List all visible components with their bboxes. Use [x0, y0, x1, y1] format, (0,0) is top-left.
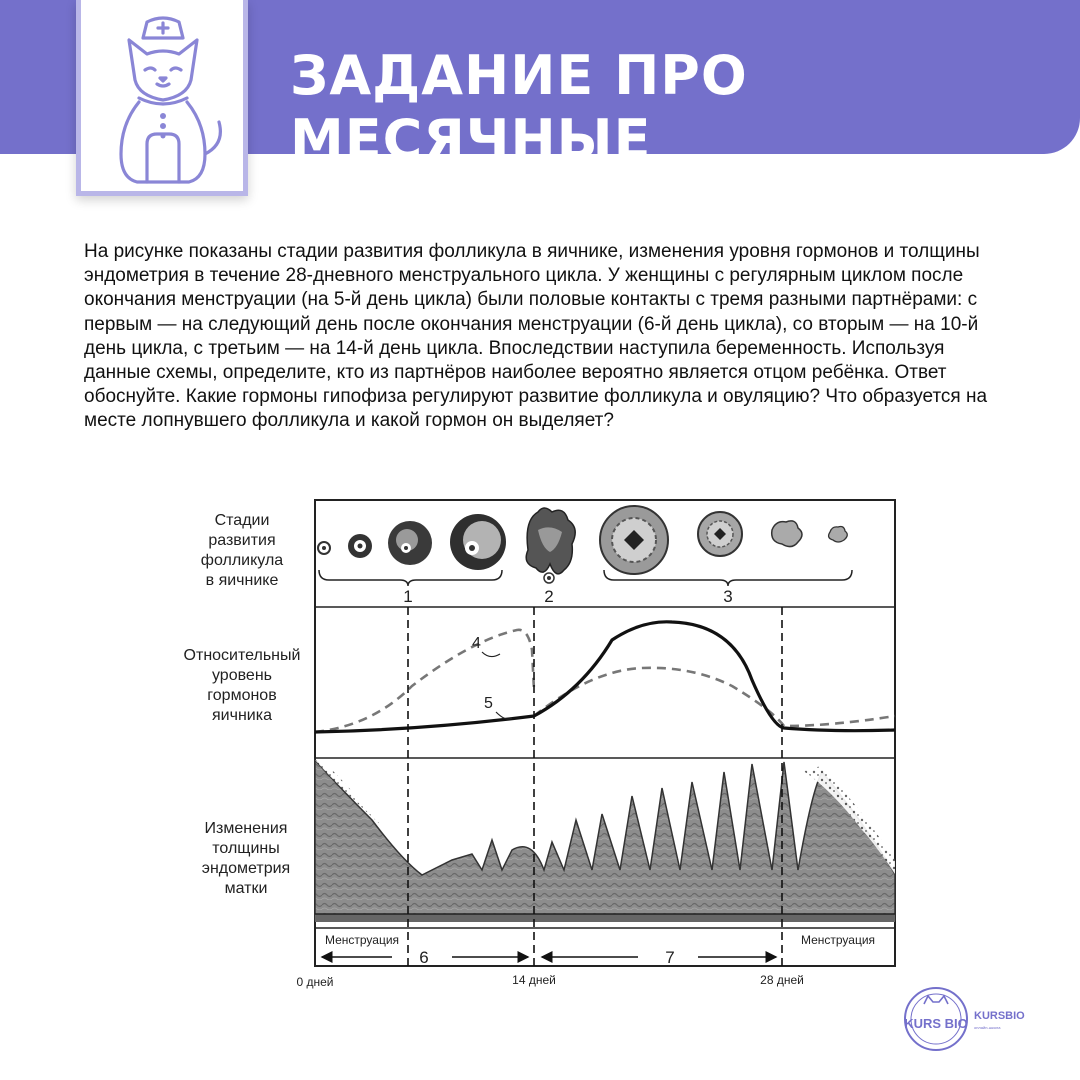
day-label-28: 28 дней [760, 973, 804, 987]
row2-label-line1: Относительный [183, 647, 301, 664]
stage-label-1: 1 [403, 587, 413, 606]
row3-label-line2: толщины [212, 840, 280, 857]
logo-badge-text: KURS BIO [904, 1016, 968, 1031]
menstruation-label-left: Менструация [324, 933, 400, 947]
brand-subtitle: онлайн-школа [974, 1025, 1001, 1030]
endometrium-profile [315, 760, 895, 922]
menstruation-label-right: Менструация [800, 933, 876, 947]
row3-label-line1: Изменения [204, 820, 288, 837]
stage-label-3: 3 [723, 587, 733, 606]
cat-nurse-icon [87, 4, 239, 188]
corpus-albicans-small-icon [829, 527, 848, 543]
progesterone-curve [315, 622, 895, 732]
day-label-0: 0 дней [296, 975, 334, 989]
phase-label-6: 6 [419, 948, 429, 967]
page-title: ЗАДАНИЕ ПРО МЕСЯЧНЫЕ [290, 44, 748, 171]
row2-label-line3: гормонов [207, 687, 277, 704]
follicle-stages [318, 506, 847, 583]
estrogen-curve-second [534, 668, 895, 726]
row1-label-line2: развития [208, 532, 276, 549]
logo-card [76, 0, 248, 196]
phase-label-7: 7 [665, 948, 675, 967]
curve-label-4: 4 [472, 635, 481, 652]
row1-label-line3: фолликула [200, 552, 284, 569]
curve-label-5: 5 [484, 695, 493, 712]
row3-label-line3: эндометрия [201, 860, 291, 877]
day-label-14: 14 дней [512, 973, 556, 987]
row1-label-line4: в яичнике [205, 572, 279, 589]
corpus-albicans-large-icon [772, 521, 802, 547]
brand-name: KURSBIO [974, 1010, 1025, 1022]
task-text: На рисунке показаны стадии развития фолликула в яичнике, изменения уровня гормонов и толщины эндометрия в течение 28-дневного менструального цикла. У женщины с регулярным циклом после окончания менструации (на 5-й день цикла) были половые контакты с тремя разными партнёрами: с первым — на следующий день после окончания менструации (6-й день цикла), со вторым — на 10-й день цикла, с третьим — на 14-й день цикла. Впоследствии наступила беременность. Используя данные схемы, определите, кто из партнёров наиболее вероятно является отцом ребёнка. Ответ обоснуйте. Какие гормоны гипофиза регулируют развитие фолликула и овуляцию? Что образуется на месте лопнувшего фолликула и какой гормон он выделяет? [84, 241, 988, 432]
menstrual-cycle-diagram [172, 490, 898, 990]
stage-label-2: 2 [544, 587, 554, 606]
row2-label-line2: уровень [211, 667, 273, 684]
row1-label-line1: Стадии [214, 512, 270, 529]
row2-label-line4: яичника [212, 707, 272, 724]
row3-label-line4: матки [224, 880, 268, 897]
